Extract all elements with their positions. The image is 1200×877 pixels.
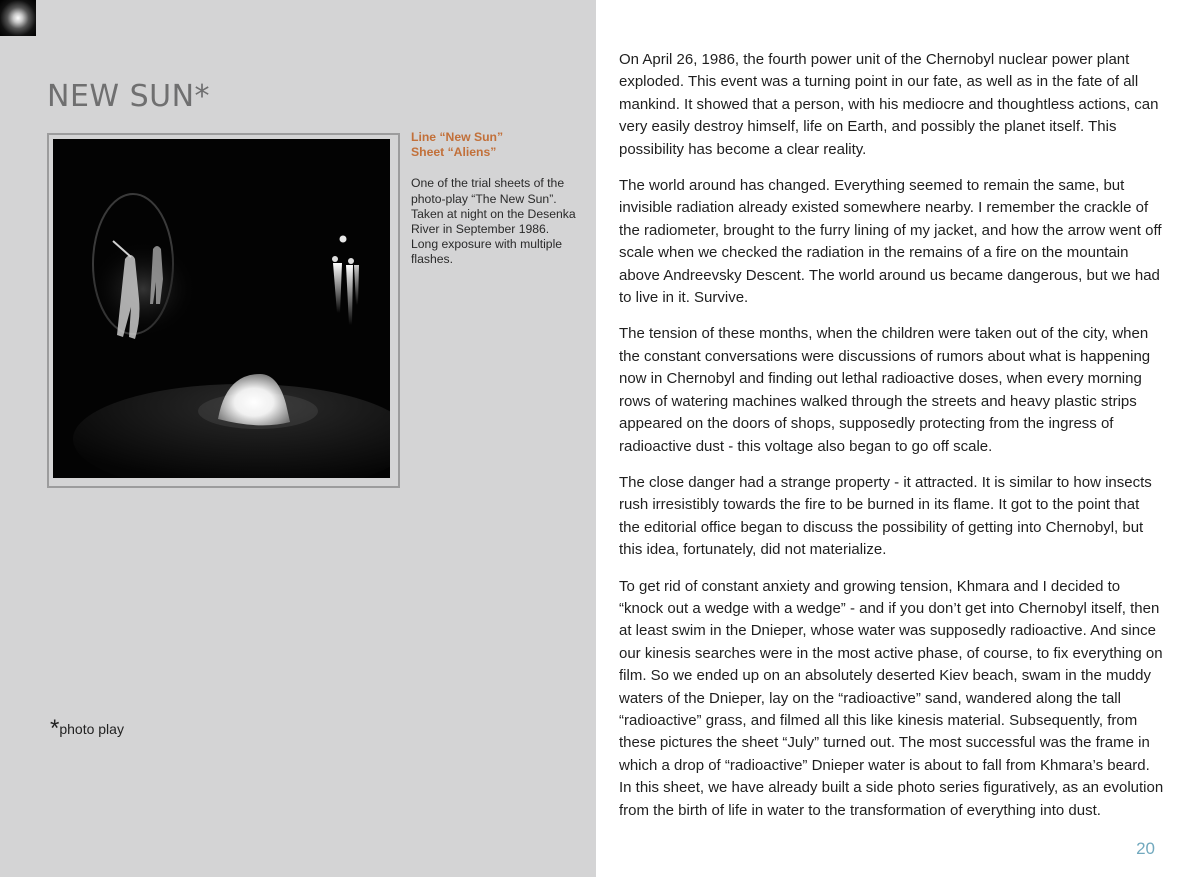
- caption-sheet-title: Sheet “Aliens”: [411, 145, 497, 160]
- aliens-photo: [53, 139, 390, 478]
- article-body: [619, 49, 1164, 836]
- photo-frame: [47, 133, 400, 488]
- footnote: [50, 717, 124, 741]
- caption-technique: Long exposure with multiple flashes.: [411, 237, 563, 267]
- page-title: NEW SUN*: [47, 79, 211, 114]
- page-number: 20: [1136, 839, 1155, 858]
- paragraph: The world around has changed. Everything seemed to remain the same, but invisible radiation already existed somewhere nearby. I remember the crackle of the radiometer, brought to the furry lining of my jacket, and how the arrow went off scale when we checked the radiation in the remains of a fire on the mountain above Andreevsky Descent. The world around us became dangerous, but we had to live in it. Survive.: [619, 177, 1162, 307]
- paragraph: To get rid of constant anxiety and growing tension, Khmara and I decided to “knock out a wedge with a wedge” - and if you don’t get into Chernobyl itself, then at least swim in the Dnieper, whose water was supposedly radioactive. And since our kinesis searches were in the most active phase, of course, to fix everything on film. So we ended up on an absolutely deserted Kiev beach, swam in the muddy waters of the Dnieper, lay on the “radioactive” sand, wandered along the tall “radioactive” grass, and filmed all this like kinesis material. Subsequently, from these pictures the sheet “July” turned out. The most successful was the frame in which a drop of “radioactive” Dnieper water is about to fall from Khmara’s beard. In this sheet, we have already built a side photo series figuratively, as an evolution from the birth of life in water to the transformation of everything into dust.: [619, 577, 1164, 819]
- orb-logo-icon: [0, 0, 36, 36]
- paragraph: The close danger had a strange property - it attracted. It is similar to how insects rush irresistibly towards the fire to be burned in its flame. It got to the point that the editorial office began to discuss the possibility of getting into Chernobyl, but this idea, fortunately, did not materialize.: [619, 473, 1152, 559]
- photo-caption: [411, 130, 581, 268]
- paragraph: The tension of these months, when the children were taken out of the city, when the constant conversations were discussions of rumors about what is happening now in Chernobyl and finding out lethal radioactive doses, when every morning rows of watering machines walked through the streets and heavy plastic strips appeared on the doors of shops, supposedly protecting from the ingress of radioactive dust - this voltage also began to go off scale.: [619, 325, 1151, 455]
- caption-line-title: Line “New Sun”: [411, 130, 504, 144]
- left-panel: [0, 0, 596, 877]
- footnote-text: photo play: [59, 721, 124, 737]
- caption-description: One of the trial sheets of the photo-play “The New Sun”. Taken at night on the Desenka River in September 1986.: [411, 176, 576, 237]
- paragraph: On April 26, 1986, the fourth power unit of the Chernobyl nuclear power plant exploded. This event was a turning point in our fate, as well as in the fate of all mankind. It showed that a person, with his mediocre and thoughtless actions, can very easily destroy himself, life on Earth, and possibly the planet itself. This possibility has become a clear reality.: [619, 51, 1159, 158]
- footnote-marker: *: [50, 715, 60, 742]
